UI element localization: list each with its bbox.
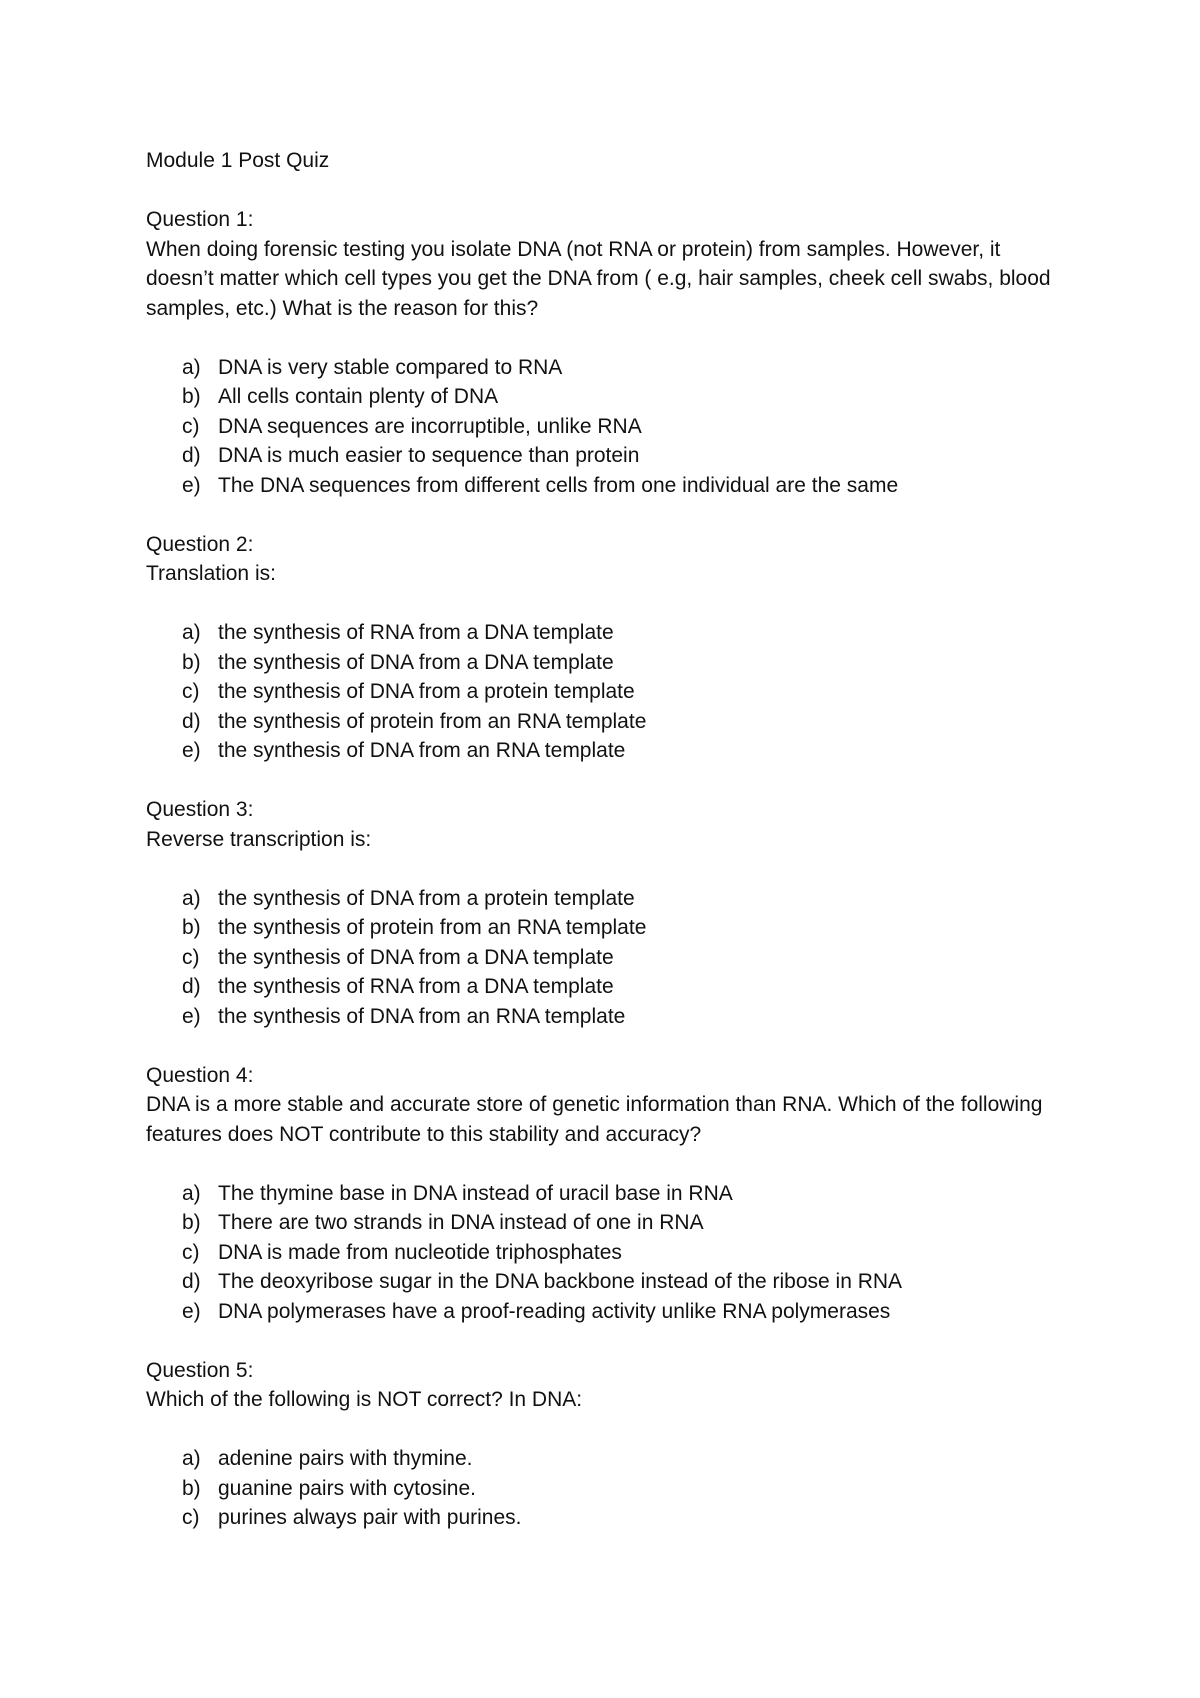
answer-option — [146, 1474, 1066, 1504]
option-letter-cell — [146, 1208, 218, 1238]
option-text: DNA sequences are incorruptible, unlike RNA — [218, 414, 642, 438]
option-letter: d) — [182, 444, 201, 467]
answer-options — [146, 884, 1066, 1032]
option-letter-cell — [146, 353, 218, 383]
option-text: All cells contain plenty of DNA — [218, 385, 499, 408]
option-letter: b) — [182, 1476, 201, 1500]
option-letter-cell — [146, 707, 218, 737]
answer-option — [146, 1503, 1066, 1533]
answer-option — [146, 1238, 1066, 1268]
answer-option — [146, 1297, 1066, 1327]
answer-option — [146, 1267, 1066, 1297]
answer-option — [146, 913, 1066, 943]
option-text: the synthesis of DNA from a DNA template — [218, 945, 614, 969]
question-heading: Question 4: — [146, 1063, 254, 1087]
question-text: Translation is: — [146, 562, 276, 585]
option-letter-cell — [146, 1179, 218, 1209]
option-letter-cell — [146, 1267, 218, 1297]
question-list — [146, 205, 1066, 1533]
option-letter-cell — [146, 1002, 218, 1032]
answer-option — [146, 1179, 1066, 1209]
option-text: DNA is made from nucleotide triphosphates — [218, 1240, 622, 1264]
option-letter: b) — [182, 916, 201, 939]
question-heading: Question 5: — [146, 1358, 254, 1382]
option-text: There are two strands in DNA instead of one in RNA — [218, 1211, 704, 1234]
option-text: guanine pairs with cytosine. — [218, 1476, 476, 1500]
option-letter-cell — [146, 677, 218, 707]
option-text: The thymine base in DNA instead of uracil base in RNA — [218, 1181, 733, 1205]
document-title: Module 1 Post Quiz — [146, 149, 330, 172]
option-text: the synthesis of DNA from an RNA template — [218, 1004, 626, 1028]
option-letter: e) — [182, 1004, 201, 1028]
option-text: purines always pair with purines. — [218, 1506, 522, 1529]
option-letter: a) — [182, 355, 201, 379]
option-text: adenine pairs with thymine. — [218, 1447, 473, 1470]
option-text: DNA is very stable compared to RNA — [218, 355, 563, 379]
option-letter: a) — [182, 1181, 201, 1205]
option-letter-cell — [146, 913, 218, 943]
answer-option — [146, 618, 1066, 648]
option-letter-cell — [146, 736, 218, 766]
answer-option — [146, 648, 1066, 678]
option-letter-cell — [146, 1444, 218, 1474]
option-text: the synthesis of RNA from a DNA template — [218, 975, 614, 998]
answer-option — [146, 353, 1066, 383]
option-letter: e) — [182, 1299, 201, 1323]
answer-option — [146, 382, 1066, 412]
option-letter: c) — [182, 945, 200, 969]
question-heading: Question 3: — [146, 798, 254, 821]
option-letter: c) — [182, 1240, 200, 1264]
option-text: the synthesis of protein from an RNA template — [218, 916, 647, 939]
question-block — [146, 1061, 1066, 1327]
answer-option — [146, 471, 1066, 501]
option-letter-cell — [146, 943, 218, 973]
answer-option — [146, 1444, 1066, 1474]
answer-option — [146, 884, 1066, 914]
option-letter: b) — [182, 650, 201, 674]
option-text: DNA polymerases have a proof-reading activity unlike RNA polymerases — [218, 1299, 891, 1323]
question-text: DNA is a more stable and accurate store of genetic information than RNA. Which of the following features does NOT contribute to this stability and accuracy? — [146, 1093, 1043, 1146]
option-text: the synthesis of RNA from a DNA template — [218, 621, 614, 644]
option-letter: c) — [182, 680, 200, 703]
document-content — [146, 146, 1066, 1562]
question-text: When doing forensic testing you isolate DNA (not RNA or protein) from samples. However, it doesn’t matter which cell types you get the DNA from ( e.g, hair samples, cheek cell swabs, blood samples, etc.) What is the reason for this? — [146, 237, 1051, 320]
option-text: the synthesis of DNA from a protein template — [218, 680, 635, 703]
option-letter-cell — [146, 884, 218, 914]
option-letter-cell — [146, 471, 218, 501]
option-letter-cell — [146, 1238, 218, 1268]
option-text: the synthesis of DNA from an RNA template — [218, 739, 626, 762]
answer-option — [146, 972, 1066, 1002]
option-text: the synthesis of DNA from a DNA template — [218, 650, 614, 674]
question-text: Which of the following is NOT correct? In DNA: — [146, 1388, 583, 1411]
answer-option — [146, 736, 1066, 766]
option-letter-cell — [146, 1474, 218, 1504]
option-letter: a) — [182, 621, 201, 644]
option-letter: b) — [182, 1211, 201, 1234]
question-text: Reverse transcription is: — [146, 827, 372, 851]
question-block — [146, 205, 1066, 500]
option-text: the synthesis of DNA from a protein template — [218, 886, 635, 910]
option-text: The deoxyribose sugar in the DNA backbone instead of the ribose in RNA — [218, 1270, 903, 1293]
answer-option — [146, 412, 1066, 442]
option-letter: b) — [182, 385, 201, 408]
option-letter: c) — [182, 1506, 200, 1529]
option-letter: d) — [182, 1270, 201, 1293]
answer-option — [146, 1208, 1066, 1238]
option-letter: d) — [182, 709, 201, 733]
option-letter: c) — [182, 414, 200, 438]
option-letter-cell — [146, 972, 218, 1002]
answer-option — [146, 441, 1066, 471]
option-letter-cell — [146, 1297, 218, 1327]
question-block — [146, 795, 1066, 1031]
option-letter-cell — [146, 382, 218, 412]
option-text: The DNA sequences from different cells from one individual are the same — [218, 473, 899, 497]
answer-options — [146, 1179, 1066, 1327]
option-letter: a) — [182, 1447, 201, 1470]
answer-options — [146, 353, 1066, 501]
option-letter-cell — [146, 441, 218, 471]
answer-options — [146, 618, 1066, 766]
option-letter: e) — [182, 739, 201, 762]
option-letter-cell — [146, 1503, 218, 1533]
option-text: DNA is much easier to sequence than protein — [218, 444, 640, 467]
option-text: the synthesis of protein from an RNA template — [218, 709, 647, 733]
option-letter-cell — [146, 648, 218, 678]
question-block — [146, 530, 1066, 766]
question-block — [146, 1356, 1066, 1533]
answer-option — [146, 1002, 1066, 1032]
option-letter-cell — [146, 412, 218, 442]
option-letter: a) — [182, 886, 201, 910]
option-letter: e) — [182, 473, 201, 497]
question-heading: Question 1: — [146, 208, 254, 231]
answer-option — [146, 707, 1066, 737]
option-letter-cell — [146, 618, 218, 648]
answer-option — [146, 943, 1066, 973]
option-letter: d) — [182, 975, 201, 998]
answer-option — [146, 677, 1066, 707]
question-heading: Question 2: — [146, 532, 254, 556]
answer-options — [146, 1444, 1066, 1533]
